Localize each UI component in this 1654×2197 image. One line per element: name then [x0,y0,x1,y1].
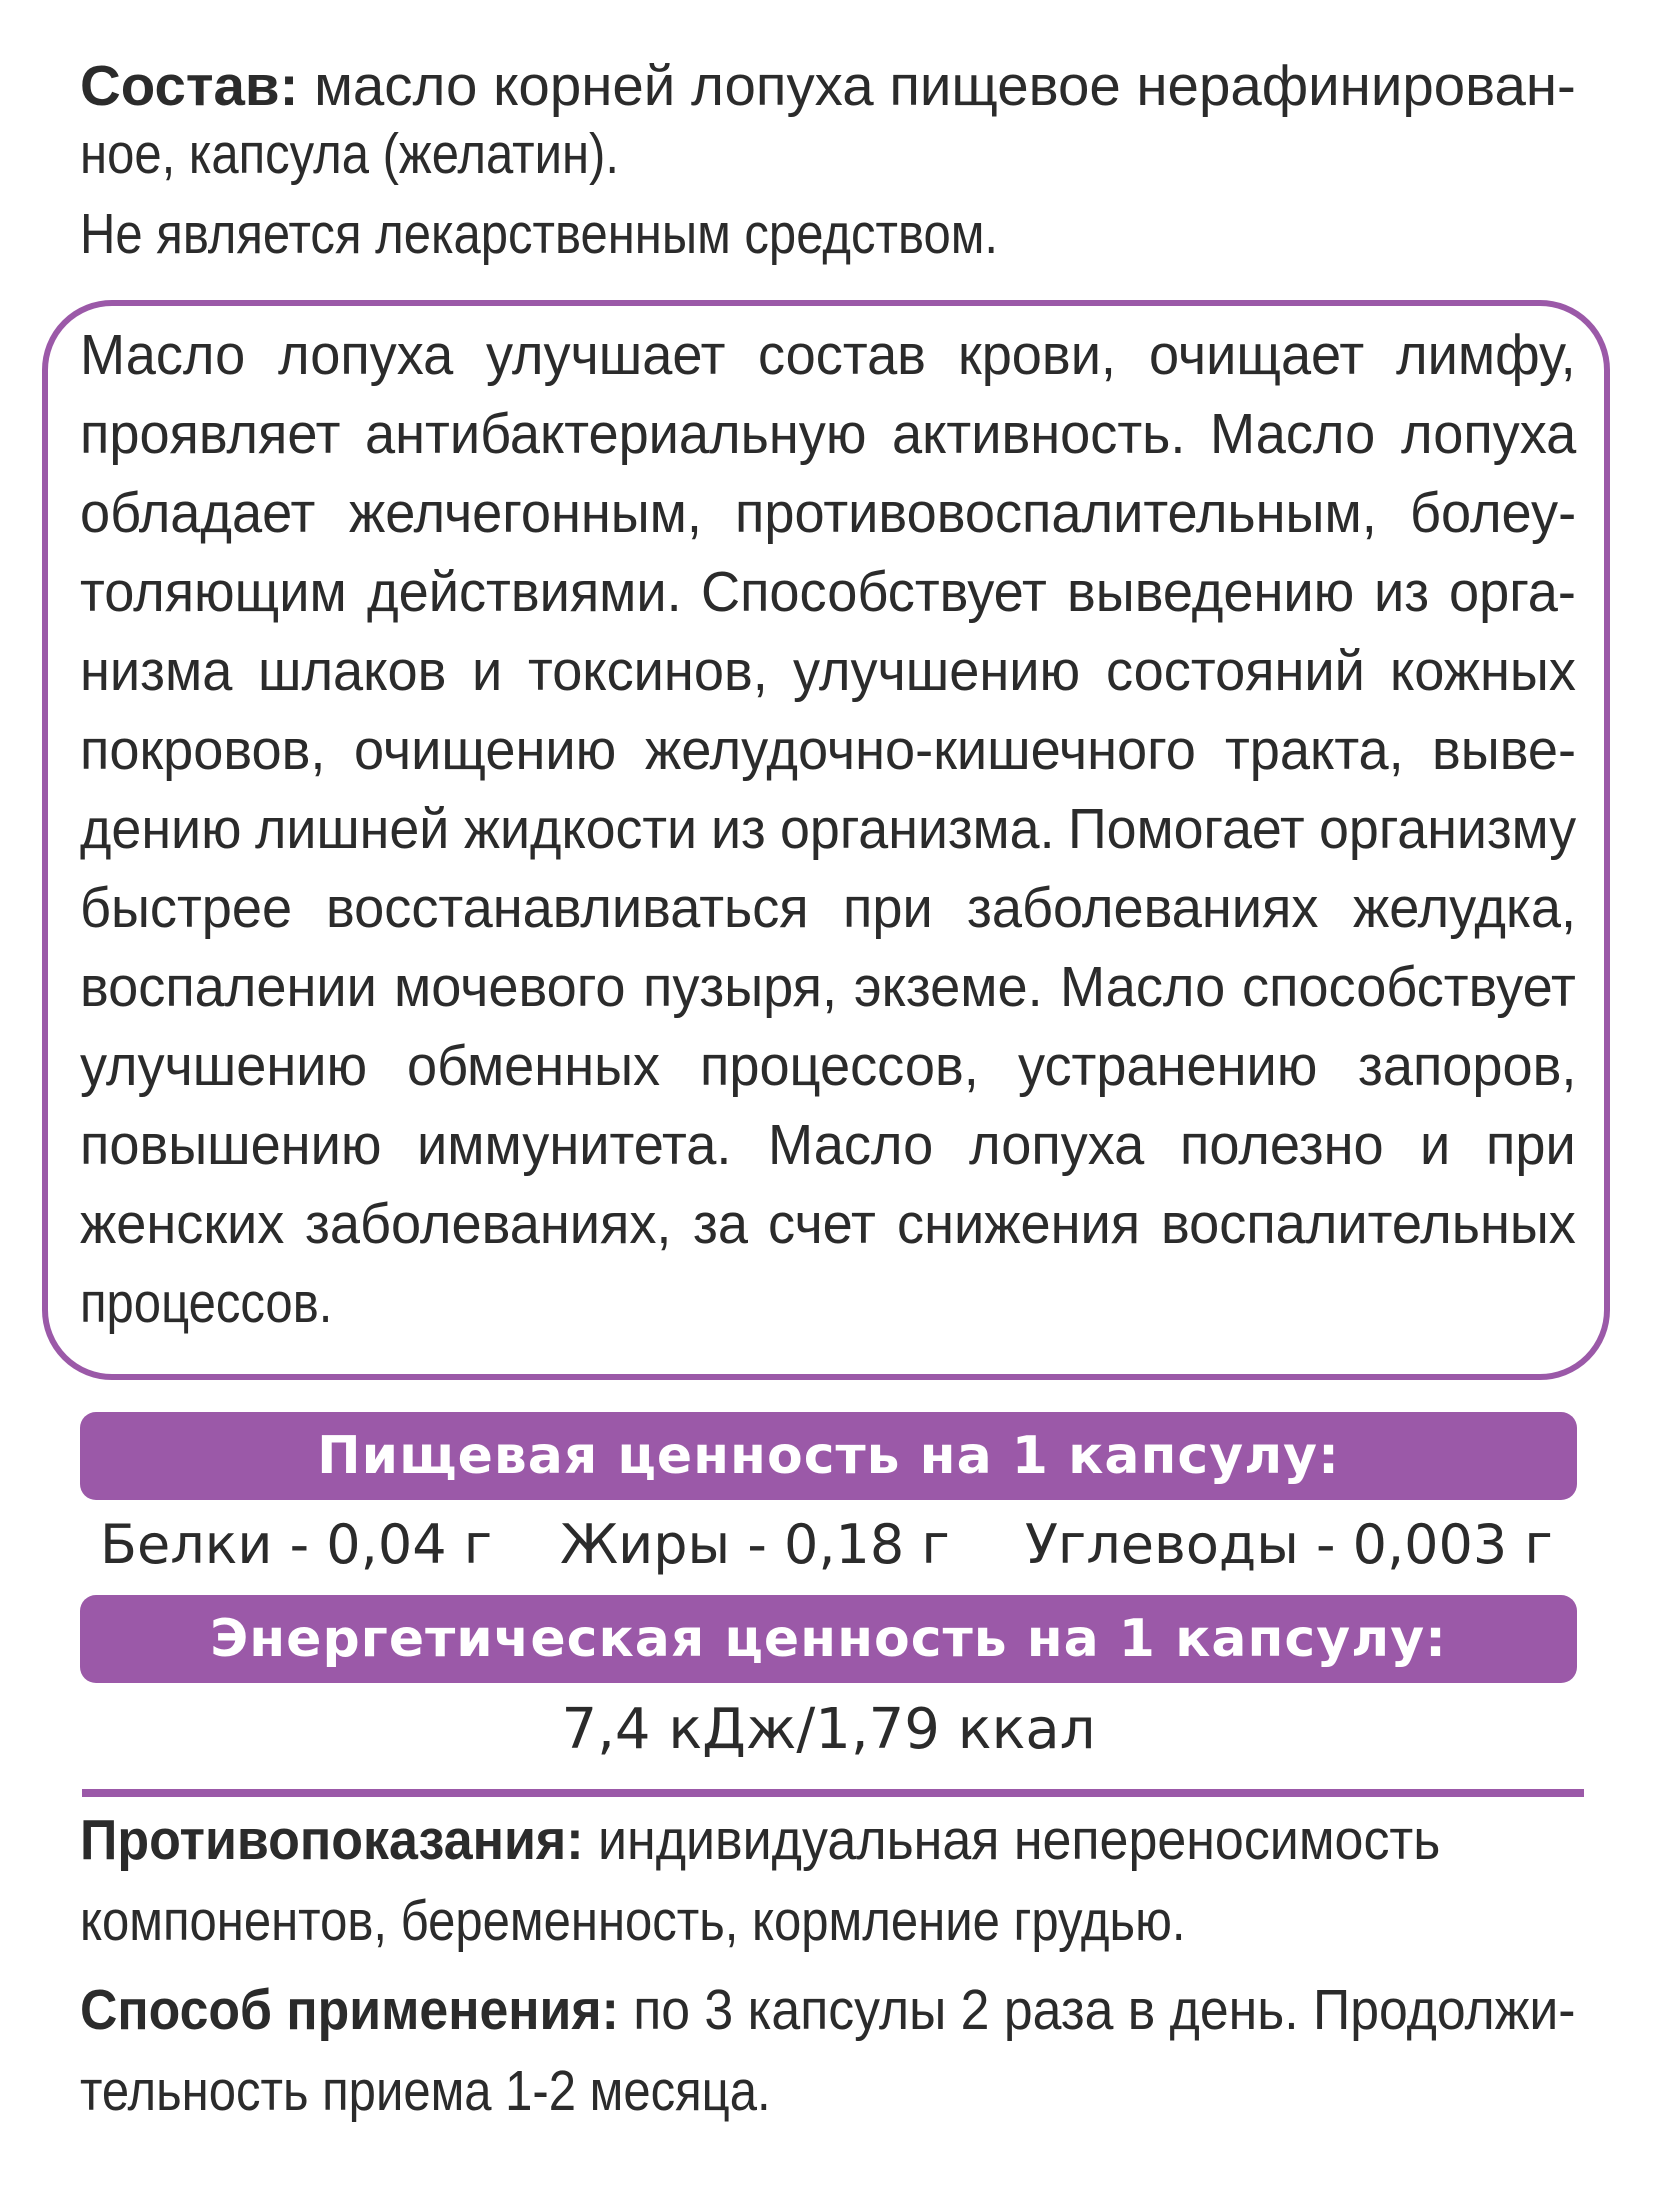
description-line [80,481,1576,545]
description-word: за [692,1192,748,1256]
description-word: полезно [1180,1113,1385,1177]
description-word: шлаков [257,639,447,703]
description-word: антибактериальную [365,402,867,466]
description-word: лишней [255,797,450,861]
description-word: мочевого [394,955,626,1019]
description-line [80,560,1576,624]
description-word: и [1420,1113,1451,1177]
contraindications-line-1 [80,1808,1441,1872]
description-word: женских [80,1192,285,1256]
energy-title-bar [80,1595,1577,1683]
description-word: из [710,797,766,861]
description-word: состав [757,323,926,387]
description-word: низма [80,639,233,703]
composition-label: Состав: [80,54,299,118]
usage-line-1 [80,1978,1576,2042]
description-line: процессов. [80,1271,333,1335]
description-word: процессов, [699,1034,979,1098]
description-word: заболеваниях [967,876,1319,940]
description-word: желудочно-кишечного [645,718,1196,782]
nutrition-values [80,1513,1577,1583]
description-word: иммунитета. [417,1113,732,1177]
not-medicine-note: Не является лекарственным средством. [80,202,999,266]
nutrition-title: Пищевая ценность на 1 капсулу: [317,1426,1340,1486]
description-word: состояний [1105,639,1365,703]
description-line [80,876,1576,940]
description-word: воспалении [80,955,377,1019]
description-word: токсинов, [527,639,768,703]
description-word: лопуха [1400,402,1576,466]
composition-text: масло корней лопуха пищевое нерафинирован- [314,54,1576,118]
description-word: жидкости [463,797,697,861]
fat-value: Жиры - 0,18 г [560,1513,950,1576]
description-line [80,402,1576,466]
energy-title: Энергетическая ценность на 1 капсулу: [210,1609,1447,1669]
description-word: очищает [1148,323,1364,387]
description-word: Масло [767,1113,934,1177]
composition-line-1 [80,54,1576,118]
description-line [80,1192,1576,1256]
description-word: лопуха [277,323,454,387]
usage-text: по 3 капсулы 2 раза в день. Продолжи- [633,1978,1576,2042]
usage-label: Способ применения: [80,1978,619,2042]
description-word: Способствует [701,560,1047,624]
contraindications-text: индивидуальная непереносимость [597,1808,1441,1872]
description-word: дению [80,797,242,861]
description-word: орга- [1449,560,1576,624]
description-line [80,1034,1576,1098]
description-word: очищению [354,718,617,782]
description-word: противовоспалительным, [734,481,1377,545]
section-divider [82,1789,1584,1797]
carbs-value: Углеводы - 0,003 г [1025,1513,1553,1576]
description-word: снижения [897,1192,1141,1256]
description-word: обменных [406,1034,660,1098]
description-word: воспалительных [1161,1192,1576,1256]
description-word: выве- [1432,718,1577,782]
description-word: Масло [1210,402,1376,466]
energy-value: 7,4 кДж/1,79 ккал [561,1697,1096,1762]
description-word: тракта, [1224,718,1404,782]
description-word: при [843,876,933,940]
protein-value: Белки - 0,04 г [100,1513,493,1576]
description-word: экземе. [853,955,1043,1019]
description-word: запоров, [1357,1034,1576,1098]
composition-line-2: ное, капсула (желатин). [80,122,619,186]
description-word: Масло [1059,955,1226,1019]
description-word: из [1374,560,1430,624]
description-word: быстрее [80,876,293,940]
description-word: счет [768,1192,877,1256]
description-line [80,639,1576,703]
description-word: проявляет [80,402,341,466]
description-word: крови, [958,323,1117,387]
description-word: и [471,639,503,703]
description-line [80,323,1576,387]
description-line [80,1113,1576,1177]
description-line [80,797,1576,861]
contraindications-line-2: компонентов, беременность, кормление грудью. [80,1889,1186,1953]
description-word: пузыря, [642,955,837,1019]
description-word: способствует [1242,955,1577,1019]
description-word: действиями. [366,560,682,624]
description-word: улучшает [485,323,726,387]
description-word: лопуха [969,1113,1145,1177]
description-word: Масло [80,323,246,387]
description-word: организму [1318,797,1576,861]
description-word: улучшению [792,639,1080,703]
nutrition-title-bar [80,1412,1577,1500]
usage-section [80,1808,1580,2123]
contraindications-label: Противопоказания: [80,1808,584,1872]
description-word: восстанавливаться [326,876,810,940]
description-word: покровов, [80,718,326,782]
description-word: обладает [80,481,316,545]
description-line [80,955,1577,1019]
description-word: активность. [891,402,1186,466]
description-word: желудка, [1352,876,1576,940]
usage-line-2: тельность приема 1-2 месяца. [80,2059,771,2123]
description-word: болеу- [1409,481,1576,545]
description-word: повышению [80,1113,382,1177]
description-word: улучшению [80,1034,368,1098]
description-word: организма. [779,797,1055,861]
description-word: желчегонным, [348,481,702,545]
description-word: толяющим [80,560,347,624]
description-word: заболеваниях, [305,1192,672,1256]
description-word: Помогает [1068,797,1305,861]
description-text [80,323,1577,1357]
description-word: выведению [1066,560,1355,624]
composition-section [80,54,1580,288]
description-word: кожных [1390,639,1576,703]
description-word: лимфу, [1396,323,1576,387]
description-word: при [1486,1113,1576,1177]
description-line [80,718,1577,782]
description-word: устранению [1018,1034,1318,1098]
